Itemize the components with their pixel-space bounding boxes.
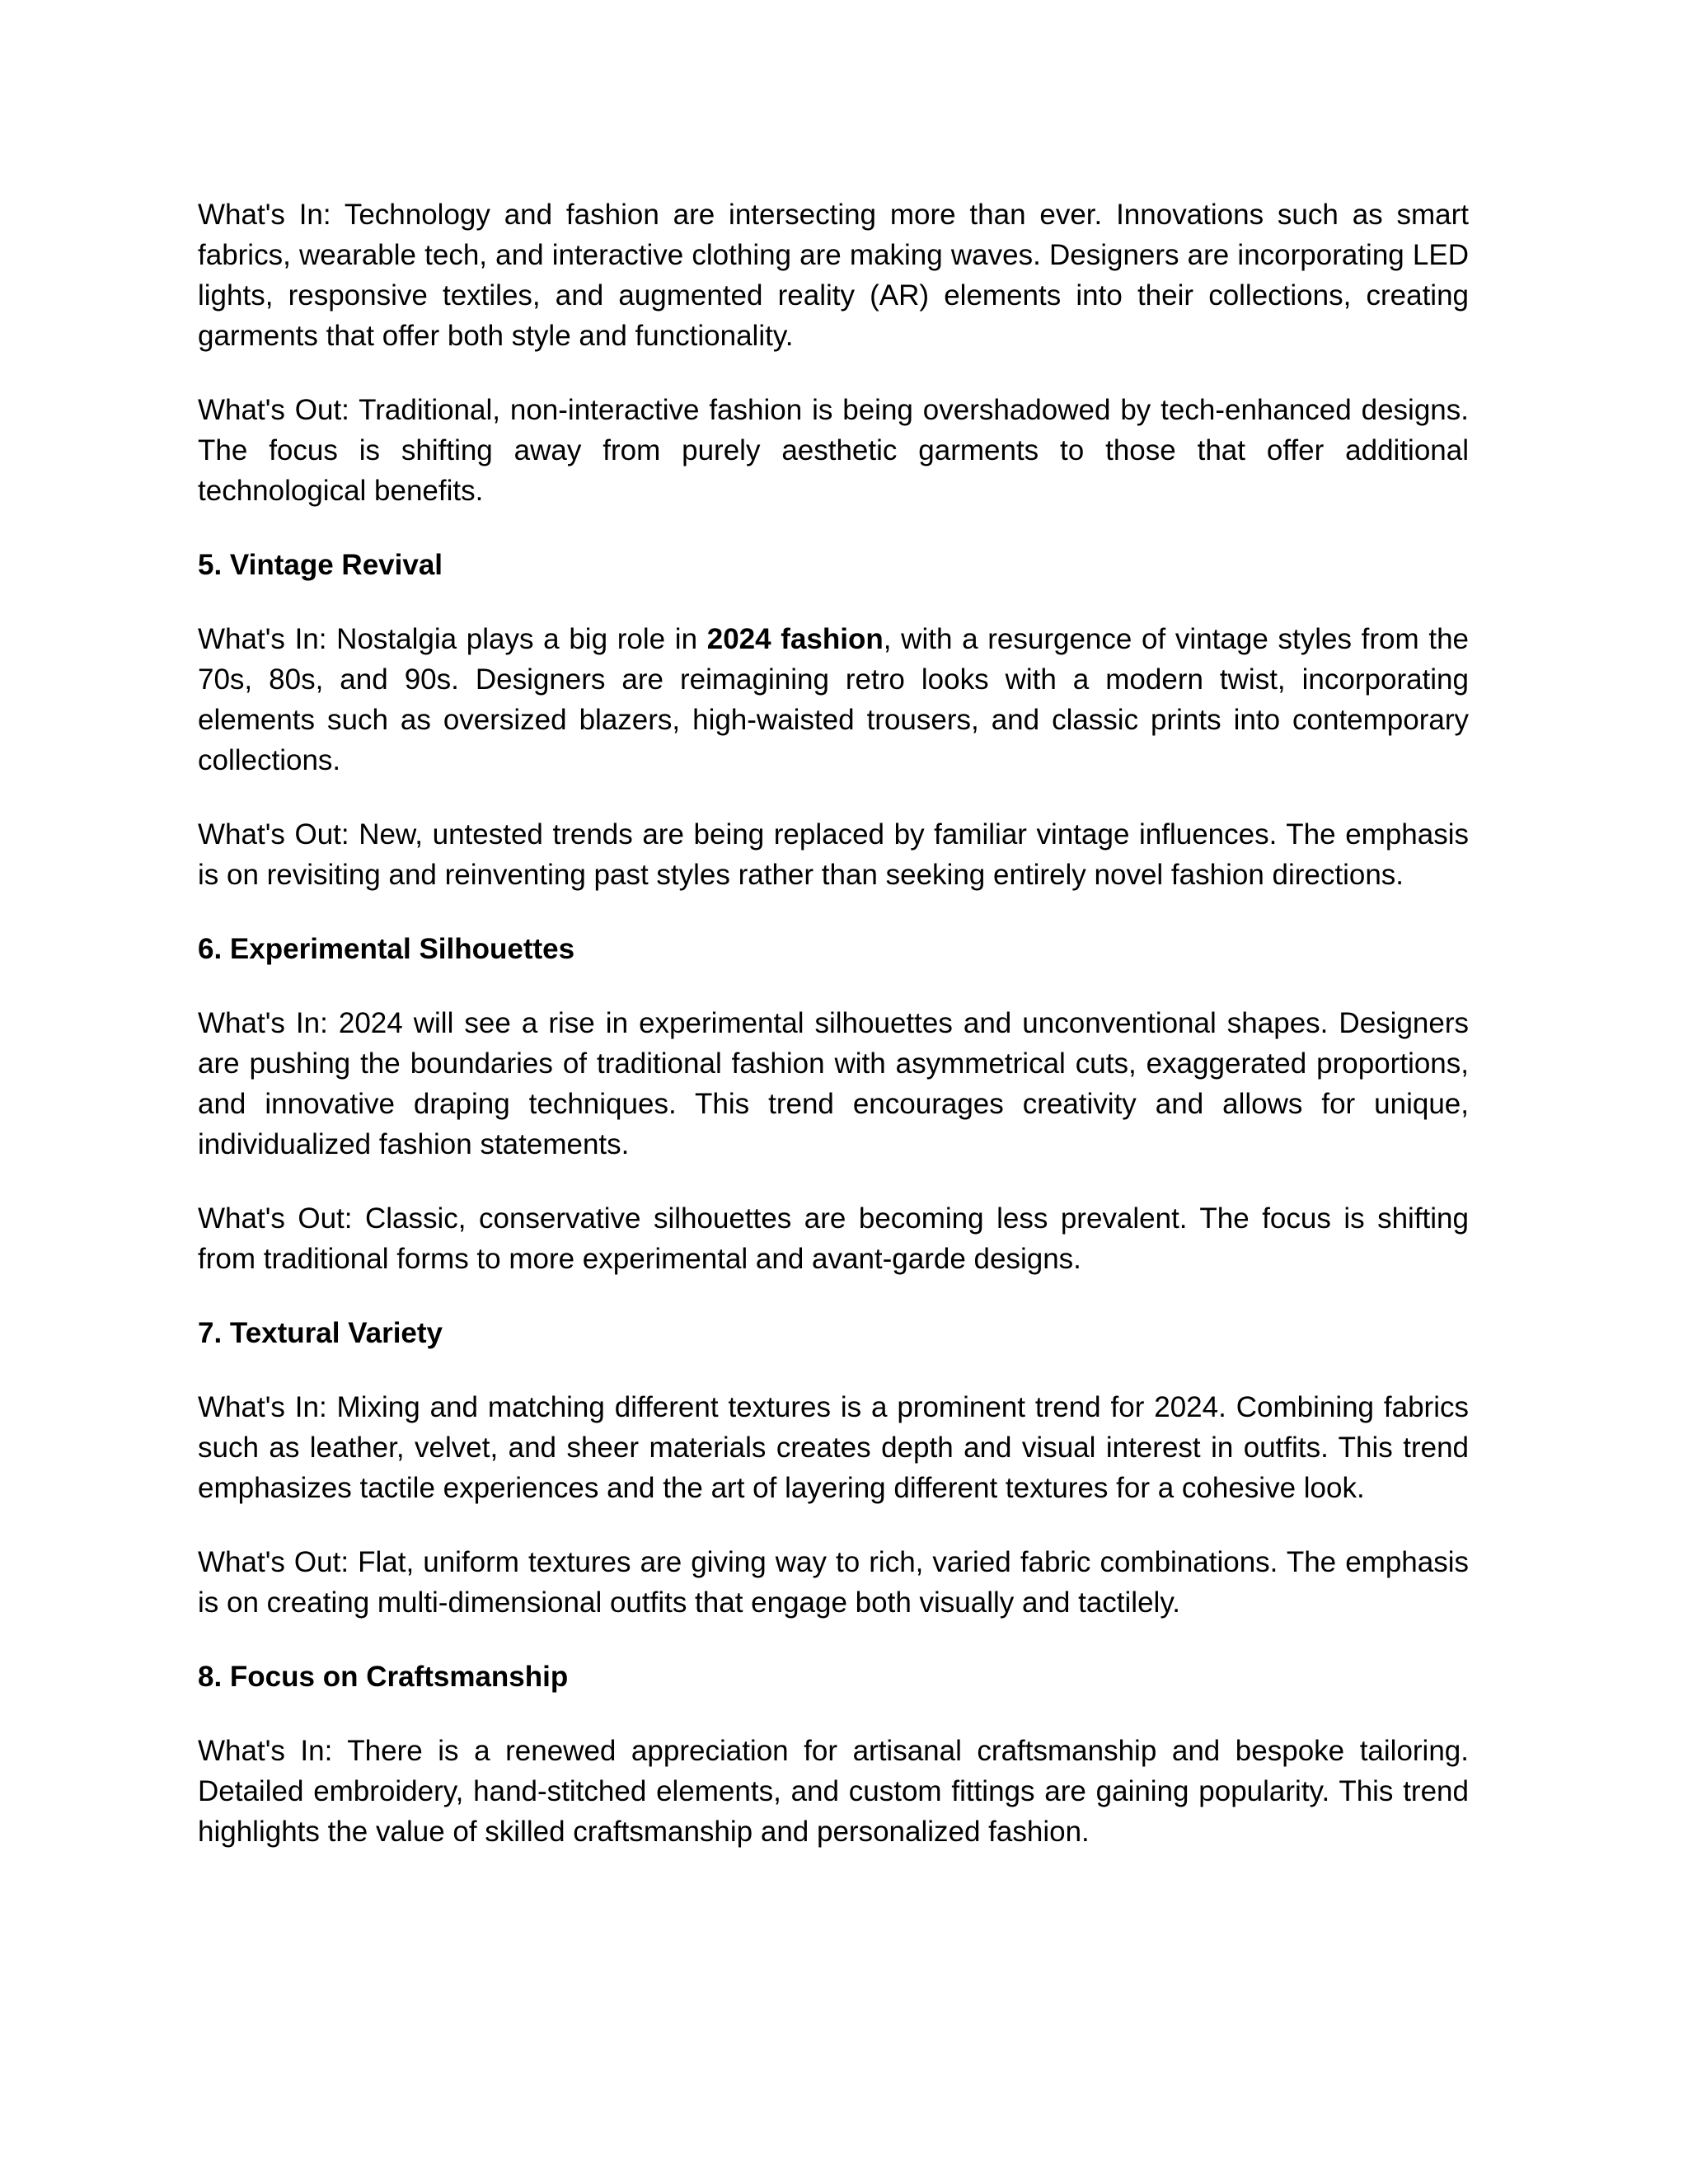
paragraph-craftsmanship-whats-in: What's In: There is a renewed appreciation for artisanal craftsmanship and bespoke tailoring. Detailed embroidery, hand-stitched elements, and custom fittings are gaining popularity. This trend highlights the value of skilled craftsmanship and personalized fashion.: [198, 1735, 1469, 1848]
paragraph-vintage-whats-in: [198, 619, 1469, 780]
paragraph-texture-whats-in: What's In: Mixing and matching different textures is a prominent trend for 2024. Combining fabrics such as leather, velvet, and sheer materials creates depth and visual interest in outfits. This trend emphasizes tactile experiences and the art of layering different textures for a cohesive look.: [198, 1391, 1469, 1504]
heading-textural-variety: 7. Textural Variety: [198, 1317, 443, 1349]
heading-focus-on-craftsmanship: 8. Focus on Craftsmanship: [198, 1661, 569, 1693]
paragraph-texture-whats-out: What's Out: Flat, uniform textures are giving way to rich, varied fabric combinations. The emphasis is on creating multi-dimensional outfits that engage both visually and tactilely.: [198, 1546, 1469, 1619]
vintage-in-text-start: What's In: Nostalgia plays a big role in: [198, 623, 707, 655]
vintage-in-text-bold: 2024 fashion: [706, 623, 884, 655]
heading-experimental-silhouettes: 6. Experimental Silhouettes: [198, 933, 575, 965]
paragraph-tech-whats-out: What's Out: Traditional, non-interactive fashion is being overshadowed by tech-enhanced designs. The focus is shifting away from purely aesthetic garments to those that offer additional technological benefits.: [198, 394, 1469, 507]
paragraph-silhouettes-whats-out: What's Out: Classic, conservative silhouettes are becoming less prevalent. The focus is shifting from traditional forms to more experimental and avant-garde designs.: [198, 1202, 1469, 1275]
paragraph-silhouettes-whats-in: What's In: 2024 will see a rise in experimental silhouettes and unconventional shapes. Designers are pushing the boundaries of traditional fashion with asymmetrical cuts, exaggerated proportions, and innovative draping techniques. This trend encourages creativity and allows for unique, individualized fashion statements.: [198, 1007, 1469, 1160]
heading-vintage-revival: 5. Vintage Revival: [198, 549, 443, 581]
paragraph-vintage-whats-out: What's Out: New, untested trends are being replaced by familiar vintage influences. The emphasis is on revisiting and reinventing past styles rather than seeking entirely novel fashion directions.: [198, 818, 1469, 891]
paragraph-tech-whats-in: What's In: Technology and fashion are intersecting more than ever. Innovations such as smart fabrics, wearable tech, and interactive clothing are making waves. Designers are incorporating LED lights, responsive textiles, and augmented reality (AR) elements into their collections, creating garments that offer both style and functionality.: [198, 199, 1469, 352]
document-page: [198, 194, 1469, 1886]
vintage-in-text-end: , with a resurgence of vintage styles from the 70s, 80s, and 90s. Designers are reimagining retro looks with a modern twist, incorporating elements such as oversized blazers, high-waisted trousers, and classic prints into contemporary collections.: [198, 623, 1469, 776]
